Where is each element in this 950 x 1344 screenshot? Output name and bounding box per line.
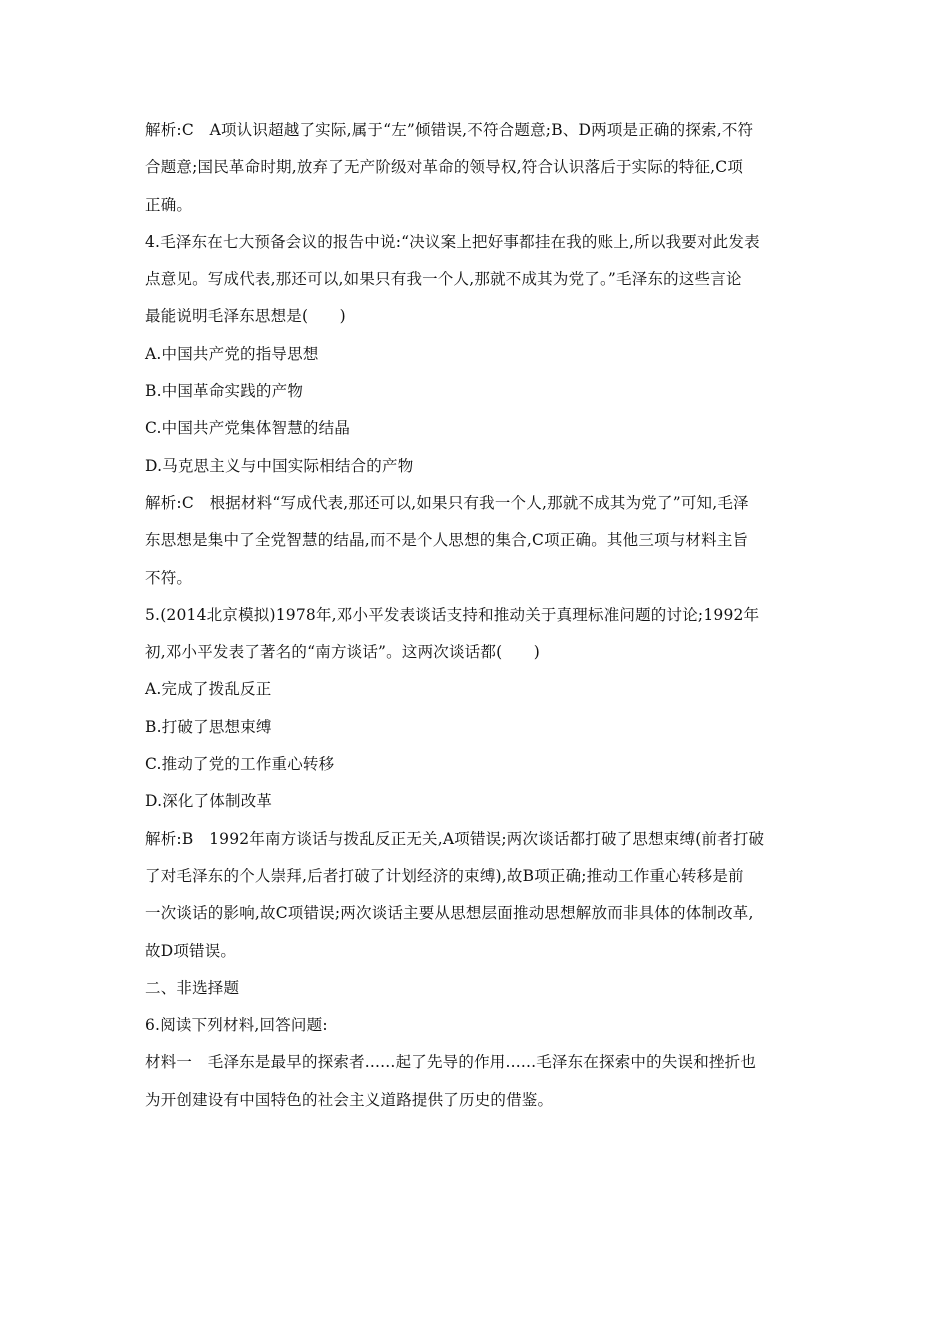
question-6-line-1: 6.阅读下列材料,回答问题: — [145, 1016, 328, 1035]
question-4-line-1: 4.毛泽东在七大预备会议的报告中说:“决议案上把好事都挂在我的账上,所以我要对此发表 — [145, 232, 760, 251]
analysis-4-line-1: 解析:C 根据材料“写成代表,那还可以,如果只有我一个人,那就不成其为党了”可知,毛泽 — [145, 493, 749, 512]
question-5-option-a: A.完成了拨乱反正 — [145, 680, 272, 699]
question-4-line-2: 点意见。写成代表,那还可以,如果只有我一个人,那就不成其为党了。”毛泽东的这些言论 — [145, 270, 742, 289]
question-4-line-3: 最能说明毛泽东思想是( ) — [145, 307, 346, 326]
question-5-line-1: 5.(2014北京模拟)1978年,邓小平发表谈话支持和推动关于真理标准问题的讨论;1992年 — [145, 605, 760, 624]
question-5-line-2: 初,邓小平发表了著名的“南方谈话”。这两次谈话都( ) — [145, 643, 540, 662]
analysis-5-line-2: 了对毛泽东的个人崇拜,后者打破了计划经济的束缚),故B项正确;推动工作重心转移是前 — [145, 866, 744, 885]
analysis-4-line-2: 东思想是集中了全党智慧的结晶,而不是个人思想的集合,C项正确。其他三项与材料主旨 — [145, 531, 749, 550]
question-5-option-d: D.深化了体制改革 — [145, 792, 273, 811]
analysis-5-line-1: 解析:B 1992年南方谈话与拨乱反正无关,A项错误;两次谈话都打破了思想束缚(前者打破 — [145, 829, 765, 848]
material-1-line-2: 为开创建设有中国特色的社会主义道路提供了历史的借鉴。 — [145, 1090, 554, 1109]
analysis-5-line-4: 故D项错误。 — [145, 941, 237, 960]
document-page — [145, 112, 810, 1119]
question-5-option-b: B.打破了思想束缚 — [145, 717, 272, 736]
material-1-line-1: 材料一 毛泽东是最早的探索者......起了先导的作用......毛泽东在探索中的失误和挫折也 — [145, 1053, 757, 1072]
question-4-option-b: B.中国革命实践的产物 — [145, 382, 304, 401]
analysis-3-line-2: 合题意;国民革命时期,放弃了无产阶级对革命的领导权,符合认识落后于实际的特征,C项 — [145, 158, 744, 177]
question-4-option-c: C.中国共产党集体智慧的结晶 — [145, 419, 351, 438]
question-4-option-a: A.中国共产党的指导思想 — [145, 344, 319, 363]
analysis-4-line-3: 不符。 — [145, 568, 193, 587]
question-5-option-c: C.推动了党的工作重心转移 — [145, 755, 335, 774]
section-heading: 二、非选择题 — [145, 978, 240, 997]
analysis-5-line-3: 一次谈话的影响,故C项错误;两次谈话主要从思想层面推动思想解放而非具体的体制改革, — [145, 904, 754, 923]
analysis-3-line-3: 正确。 — [145, 195, 193, 214]
analysis-3-line-1: 解析:C A项认识超越了实际,属于“左”倾错误,不符合题意;B、D两项是正确的探索,不符 — [145, 121, 754, 139]
question-4-option-d: D.马克思主义与中国实际相结合的产物 — [145, 456, 414, 475]
